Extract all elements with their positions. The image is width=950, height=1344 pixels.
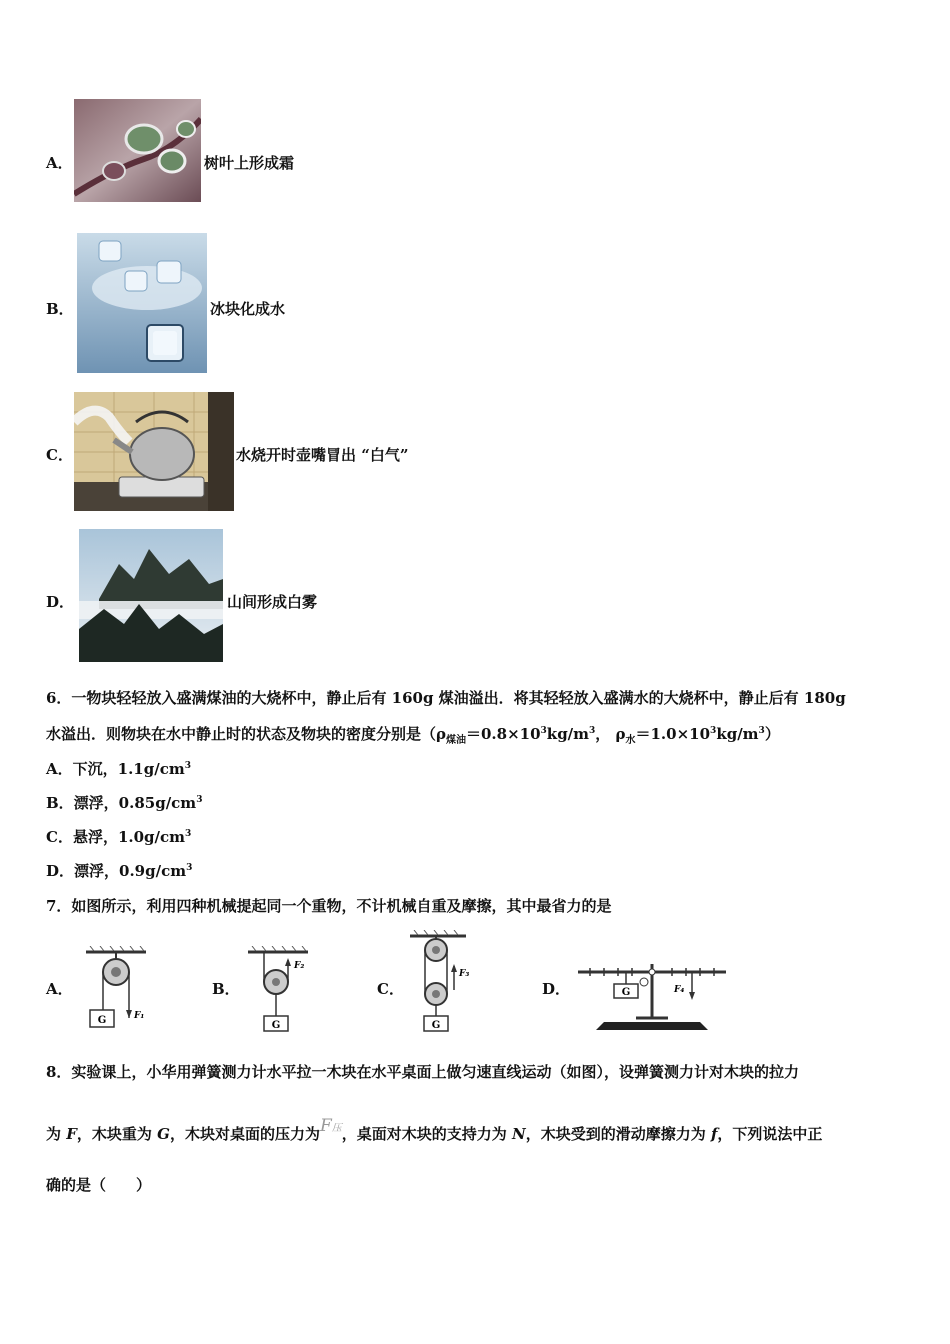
q6-option-d: D．漂浮，$0.9g/cm^3$: [46, 862, 193, 880]
q7-option-c-letter: C．: [377, 980, 404, 998]
q6-option-c: C．悬浮，$1.0g/cm^3$: [46, 828, 192, 846]
q7-option-a-letter: A．: [46, 980, 73, 998]
weight-label: G: [97, 1015, 107, 1026]
weight-label: G: [431, 1020, 441, 1031]
ice-melting-image: [77, 233, 207, 373]
pressure-force-symbol: F压: [319, 1116, 342, 1136]
q7-option-d-letter: D．: [542, 980, 571, 998]
option-text: 树叶上形成霜: [204, 154, 295, 172]
option-letter: A．: [46, 154, 73, 172]
movable-pulley-diagram: [244, 946, 314, 1034]
option-letter: B．: [46, 300, 74, 318]
fixed-pulley-diagram: [80, 946, 150, 1034]
q7-option-b-letter: B．: [212, 980, 240, 998]
force-label-f4: F₄: [674, 985, 685, 995]
mountain-fog-image: [79, 529, 223, 662]
q6-option-b: B．漂浮，$0.85g/cm^3$: [46, 794, 203, 812]
q6-option-a: A．下沉，$1.1g/cm^3$: [46, 760, 191, 778]
option-text: 水烧开时壶嘴冒出 “白气”: [236, 446, 409, 464]
weight-label: G: [271, 1020, 281, 1031]
option-text: 冰块化成水: [210, 300, 286, 318]
lever-diagram: [574, 960, 730, 1036]
option-letter: C．: [46, 446, 73, 464]
weight-label: G: [621, 987, 631, 998]
q6-stem-line1: 6．一物块轻轻放入盛满煤油的大烧杯中，静止后有 160g 煤油溢出．将其轻轻放入盛满水的大烧杯中，静止后有 180g: [46, 689, 846, 707]
q8-stem-line3: 确的是（ ）: [46, 1176, 152, 1194]
q8-stem-line1: 8．实验课上，小华用弹簧测力计水平拉一木块在水平桌面上做匀速直线运动（如图），设弹簧测力计对木块的拉力: [46, 1063, 799, 1081]
force-label-f3: F₃: [459, 969, 470, 979]
pulley-block-diagram: [406, 930, 476, 1034]
force-label-f2: F₂: [294, 961, 305, 971]
option-text: 山间形成白雾: [227, 593, 318, 611]
q7-stem: 7．如图所示，利用四种机械提起同一个重物，不计机械自重及摩擦，其中最省力的是: [46, 897, 612, 915]
force-label-f1: F₁: [134, 1011, 145, 1021]
q8-stem-line2: 为 F，木块重为 G，木块对桌面的压力为F压，桌面对木块的支持力为 N，木块受到的滑动摩擦力为 f，下列说法中正: [46, 1116, 823, 1143]
option-letter: D．: [46, 593, 75, 611]
frost-leaves-image: [74, 99, 201, 202]
q6-stem-line2: 水溢出．则物块在水中静止时的状态及物块的密度分别是（$\rho_{煤油}=0.8\times 10^3kg/m^3$， $\rho_水=1.0\times 10^3kg/m^3$）: [46, 725, 780, 746]
kettle-steam-image: [74, 392, 234, 511]
